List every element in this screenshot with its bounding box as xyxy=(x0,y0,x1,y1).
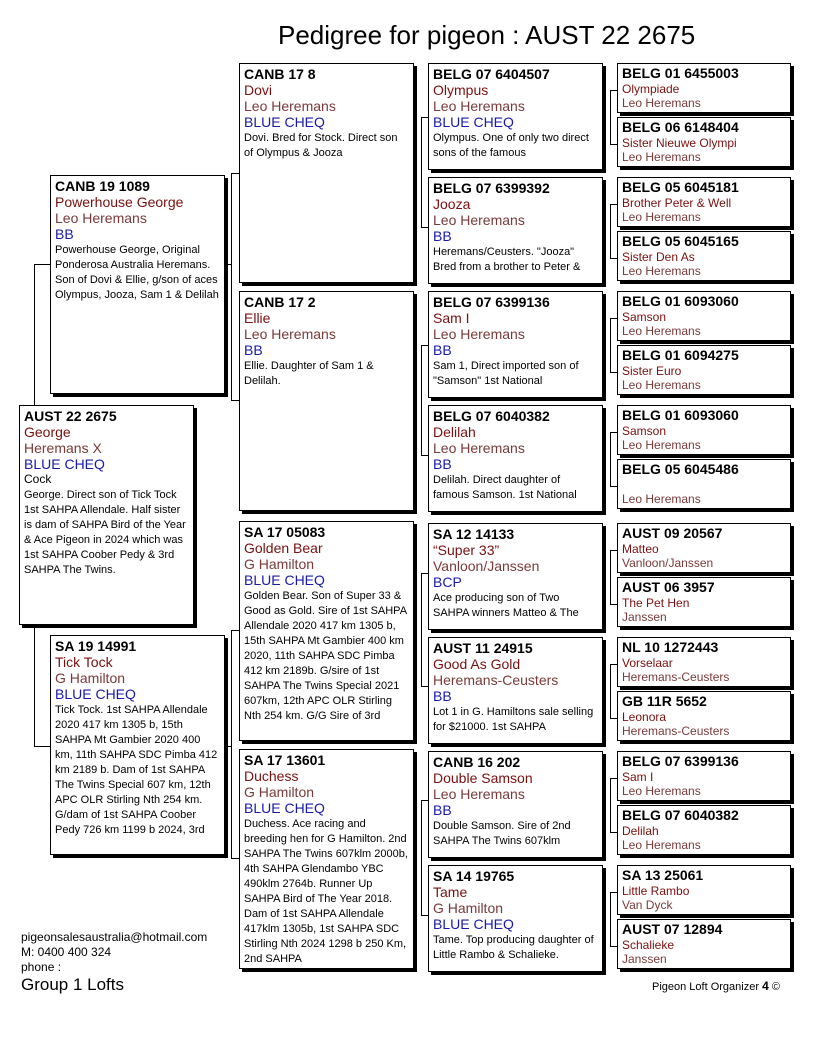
pigeon-card-subject[interactable] xyxy=(19,405,194,625)
ring-number: BELG 06 6148404 xyxy=(622,119,739,135)
ring-number: BELG 07 6399136 xyxy=(433,294,550,310)
pigeon-name: Brother Peter & Well xyxy=(622,196,732,210)
pigeon-name: Sister Den As xyxy=(622,250,695,264)
ring-number: SA 13 25061 xyxy=(622,867,704,883)
pigeon-card-sire[interactable] xyxy=(50,175,225,394)
pigeon-name: Matteo xyxy=(622,542,659,556)
pigeon-card-great-grandparent[interactable] xyxy=(428,637,603,744)
colour: BLUE CHEQ xyxy=(433,916,514,932)
pigeon-name: Delilah xyxy=(433,424,476,440)
pigeon-card-great-grandparent[interactable] xyxy=(428,751,603,858)
colour: BLUE CHEQ xyxy=(55,686,136,702)
pigeon-card-gen4[interactable] xyxy=(617,177,791,227)
pigeon-name: Sam I xyxy=(622,770,654,784)
ring-number: CANB 17 8 xyxy=(244,66,316,82)
pigeon-name: Ellie xyxy=(244,310,271,326)
ring-number: BELG 07 6040382 xyxy=(433,408,550,424)
breeder: Heremans-Ceusters xyxy=(433,672,559,688)
ring-number: CANB 17 2 xyxy=(244,294,316,310)
contact-mobile: M: 0400 400 324 xyxy=(21,945,112,959)
pigeon-name: The Pet Hen xyxy=(622,596,690,610)
breeder: Vanloon/Janssen xyxy=(622,556,714,570)
ring-number: SA 14 19765 xyxy=(433,868,515,884)
pigeon-card-gen4[interactable] xyxy=(617,405,791,455)
comment: Powerhouse George, Original Ponderosa Australia Heremans. Son of Dovi & Ellie, g/son of aces Olympus, Jooza, Sam 1 & Delilah xyxy=(55,244,219,301)
comment: Tick Tock. 1st SAHPA Allendale 2020 417 km 1305 b, 15th SAHPA Mt Gambier 2020 400 km, 11th SAHPA SDC Pimba 412 km 2189 b. Dam of 1st SAHPA The Twins Special 607 km, 12th APC OLR Stirling Nth 254 km. G/dam of 1st SAHPA Coober Pedy 726 km 1199 b 2024, 3rd xyxy=(55,704,218,836)
comment: Double Samson. Sire of 2nd SAHPA The Twins 607klm xyxy=(433,820,571,847)
ring-number: AUST 22 2675 xyxy=(24,408,117,424)
pigeon-card-gen4[interactable] xyxy=(617,459,791,509)
pigeon-card-gen4[interactable] xyxy=(617,291,791,341)
pigeon-name: Sister Euro xyxy=(622,364,682,378)
breeder: Van Dyck xyxy=(622,898,673,912)
ring-number: AUST 09 20567 xyxy=(622,525,723,541)
colour: BB xyxy=(433,342,452,358)
comment: Golden Bear. Son of Super 33 & Good as Gold. Sire of 1st SAHPA Allendale 2020 417 km 1305 b, 15th SAHPA Mt Gambier 400 km 2020, 11th SAHPA SDC Pimba 412 km 2189b. G/sire of 1st SAHPA The Twins Special 2021 607km, 12th APC OLR Stirling Nth 254 km. G/G Sire of 3rd xyxy=(244,590,407,722)
contact-email: pigeonsalesaustralia@hotmail.com xyxy=(21,930,208,944)
pigeon-card-gen4[interactable] xyxy=(617,117,791,167)
ring-number: BELG 01 6093060 xyxy=(622,407,739,423)
program-version: 4 xyxy=(762,979,769,993)
pigeon-card-grandparent[interactable] xyxy=(239,749,414,969)
pigeon-card-gen4[interactable] xyxy=(617,637,791,687)
breeder: G Hamilton xyxy=(433,900,504,916)
breeder: Leo Heremans xyxy=(433,98,525,114)
comment: Duchess. Ace racing and breeding hen for G Hamilton. 2nd SAHPA The Twins 607klm 2000b, 4th SAHPA Glendambo YBC 490klm 2764b. Runner Up SAHPA Bird of The Year 2018. Dam of 1st SAHPA Allendale 417klm 1305b, 1st SAHPA SDC Stirling Nth 2024 1298 b 250 Km, 2nd SAHPA xyxy=(244,818,408,965)
pigeon-name: Tick Tock xyxy=(55,654,113,670)
breeder: G Hamilton xyxy=(244,784,315,800)
colour: BB xyxy=(433,688,452,704)
ring-number: AUST 06 3957 xyxy=(622,579,715,595)
breeder: Leo Heremans xyxy=(622,784,701,798)
colour: BLUE CHEQ xyxy=(24,456,105,472)
colour: BLUE CHEQ xyxy=(433,114,514,130)
colour: BLUE CHEQ xyxy=(244,572,325,588)
colour: BB xyxy=(55,226,74,242)
sex: Cock xyxy=(24,472,52,486)
pigeon-card-great-grandparent[interactable] xyxy=(428,865,603,972)
ring-number: BELG 01 6455003 xyxy=(622,65,739,81)
pigeon-name: Golden Bear xyxy=(244,540,323,556)
pigeon-name xyxy=(622,478,786,492)
ring-number: SA 17 13601 xyxy=(244,752,326,768)
ring-number: BELG 07 6040382 xyxy=(622,807,739,823)
colour: BB xyxy=(433,228,452,244)
ring-number: GB 11R 5652 xyxy=(622,693,707,709)
pigeon-name: “Super 33” xyxy=(433,542,500,558)
breeder: Leo Heremans xyxy=(622,838,701,852)
breeder: Leo Heremans xyxy=(433,326,525,342)
pigeon-name: Double Samson xyxy=(433,770,533,786)
comment: Ace producing son of Two SAHPA winners Matteo & The xyxy=(433,592,579,619)
ring-number: BELG 07 6404507 xyxy=(433,66,550,82)
contact-phone: phone : xyxy=(21,960,62,974)
pigeon-card-great-grandparent[interactable] xyxy=(428,523,603,630)
pigeon-name: Schalieke xyxy=(622,938,675,952)
comment: Olympus. One of only two direct sons of the famous xyxy=(433,132,589,159)
ring-number: AUST 07 12894 xyxy=(622,921,723,937)
comment: Lot 1 in G. Hamiltons sale selling for $21000. 1st SAHPA xyxy=(433,706,594,733)
pigeon-card-gen4[interactable] xyxy=(617,865,791,915)
pigeon-card-gen4[interactable] xyxy=(617,63,791,113)
ring-number: CANB 19 1089 xyxy=(55,178,150,194)
comment: Heremans/Ceusters. "Jooza" Bred from a brother to Peter & xyxy=(433,246,581,273)
breeder: Leo Heremans xyxy=(622,150,701,164)
ring-number: SA 17 05083 xyxy=(244,524,326,540)
colour: BB xyxy=(244,342,263,358)
pigeon-name: Olympiade xyxy=(622,82,680,96)
pigeon-card-gen4[interactable] xyxy=(617,751,791,801)
pigeon-card-grandparent[interactable] xyxy=(239,63,414,283)
breeder: Leo Heremans xyxy=(622,378,701,392)
breeder: Leo Heremans xyxy=(622,438,701,452)
comment: Dovi. Bred for Stock. Direct son of Olympus & Jooza xyxy=(244,132,398,159)
pigeon-card-gen4[interactable] xyxy=(617,523,791,573)
pigeon-name: Vorselaar xyxy=(622,656,673,670)
pigeon-card-grandparent[interactable] xyxy=(239,521,414,741)
ring-number: BELG 01 6093060 xyxy=(622,293,739,309)
pigeon-card-great-grandparent[interactable] xyxy=(428,177,603,284)
breeder: Leo Heremans xyxy=(244,98,336,114)
pigeon-name: Dovi xyxy=(244,82,273,98)
breeder: Heremans-Ceusters xyxy=(622,670,730,684)
pigeon-card-gen4[interactable] xyxy=(617,345,791,395)
colour: BB xyxy=(433,456,452,472)
pigeon-name: George xyxy=(24,424,71,440)
breeder: Leo Heremans xyxy=(622,96,701,110)
program-name: Pigeon Loft Organizer xyxy=(652,981,760,993)
ring-number: BELG 07 6399392 xyxy=(433,180,550,196)
pigeon-name: Samson xyxy=(622,424,667,438)
breeder: Leo Heremans xyxy=(433,786,525,802)
ring-number: CANB 16 202 xyxy=(433,754,521,770)
pigeon-name: Good As Gold xyxy=(433,656,521,672)
breeder: G Hamilton xyxy=(244,556,315,572)
pigeon-card-grandparent[interactable] xyxy=(239,291,414,511)
ring-number: SA 12 14133 xyxy=(433,526,515,542)
pigeon-name: Olympus xyxy=(433,82,489,98)
pigeon-card-dam[interactable] xyxy=(50,635,225,855)
colour: BLUE CHEQ xyxy=(244,114,325,130)
pigeon-name: Delilah xyxy=(622,824,659,838)
pigeon-name: Duchess xyxy=(244,768,299,784)
pigeon-name: Samson xyxy=(622,310,667,324)
pigeon-card-gen4[interactable] xyxy=(617,231,791,281)
pigeon-name: Little Rambo xyxy=(622,884,690,898)
ring-number: NL 10 1272443 xyxy=(622,639,719,655)
pigeon-name: Sister Nieuwe Olympi xyxy=(622,136,737,150)
comment: Sam 1, Direct imported son of "Samson" 1st National xyxy=(433,360,579,387)
breeder: Leo Heremans xyxy=(622,210,701,224)
pigeon-card-gen4[interactable] xyxy=(617,691,791,741)
program-credit xyxy=(652,979,780,993)
ring-number: BELG 01 6094275 xyxy=(622,347,739,363)
breeder: Leo Heremans xyxy=(433,212,525,228)
breeder: Leo Heremans xyxy=(622,264,701,278)
ring-number: BELG 05 6045181 xyxy=(622,179,739,195)
ring-number: BELG 07 6399136 xyxy=(622,753,739,769)
colour: BB xyxy=(433,802,452,818)
pigeon-card-gen4[interactable] xyxy=(617,577,791,627)
pigeon-card-great-grandparent[interactable] xyxy=(428,291,603,398)
pigeon-card-great-grandparent[interactable] xyxy=(428,63,603,170)
loft-name: Group 1 Lofts xyxy=(21,975,125,994)
breeder: Leo Heremans xyxy=(244,326,336,342)
pigeon-name: Leonora xyxy=(622,710,667,724)
comment: Delilah. Direct daughter of famous Samson. 1st National xyxy=(433,474,577,501)
breeder: Janssen xyxy=(622,952,667,966)
colour: BCP xyxy=(433,574,462,590)
breeder: Leo Heremans xyxy=(55,210,147,226)
copyright-symbol: © xyxy=(771,981,780,993)
ring-number: BELG 05 6045165 xyxy=(622,233,739,249)
ring-number: AUST 11 24915 xyxy=(433,640,533,656)
pigeon-name: Tame xyxy=(433,884,468,900)
colour: BLUE CHEQ xyxy=(244,800,325,816)
pigeon-name: Sam I xyxy=(433,310,470,326)
breeder: G Hamilton xyxy=(55,670,126,686)
breeder: Leo Heremans xyxy=(622,324,701,338)
breeder: Vanloon/Janssen xyxy=(433,558,540,574)
breeder: Leo Heremans xyxy=(622,492,701,506)
pigeon-name: Jooza xyxy=(433,196,471,212)
breeder: Janssen xyxy=(622,610,667,624)
pigeon-name: Powerhouse George xyxy=(55,194,184,210)
comment: Tame. Top producing daughter of Little Rambo & Schalieke. xyxy=(433,934,594,961)
comment: Ellie. Daughter of Sam 1 & Delilah. xyxy=(244,360,374,387)
pigeon-card-gen4[interactable] xyxy=(617,805,791,855)
pigeon-card-gen4[interactable] xyxy=(617,919,791,969)
breeder: Heremans X xyxy=(24,440,102,456)
pigeon-card-great-grandparent[interactable] xyxy=(428,405,603,512)
ring-number: SA 19 14991 xyxy=(55,638,137,654)
breeder: Leo Heremans xyxy=(433,440,525,456)
ring-number: BELG 05 6045486 xyxy=(622,461,739,477)
page-title: Pedigree for pigeon : AUST 22 2675 xyxy=(278,20,696,50)
comment: George. Direct son of Tick Tock 1st SAHPA Allendale. Half sister is dam of SAHPA Bird of the Year & Ace Pigeon in 2024 which was 1st SAHPA Coober Pedy & 3rd SAHPA The Twins. xyxy=(24,489,186,576)
breeder: Heremans-Ceusters xyxy=(622,724,730,738)
